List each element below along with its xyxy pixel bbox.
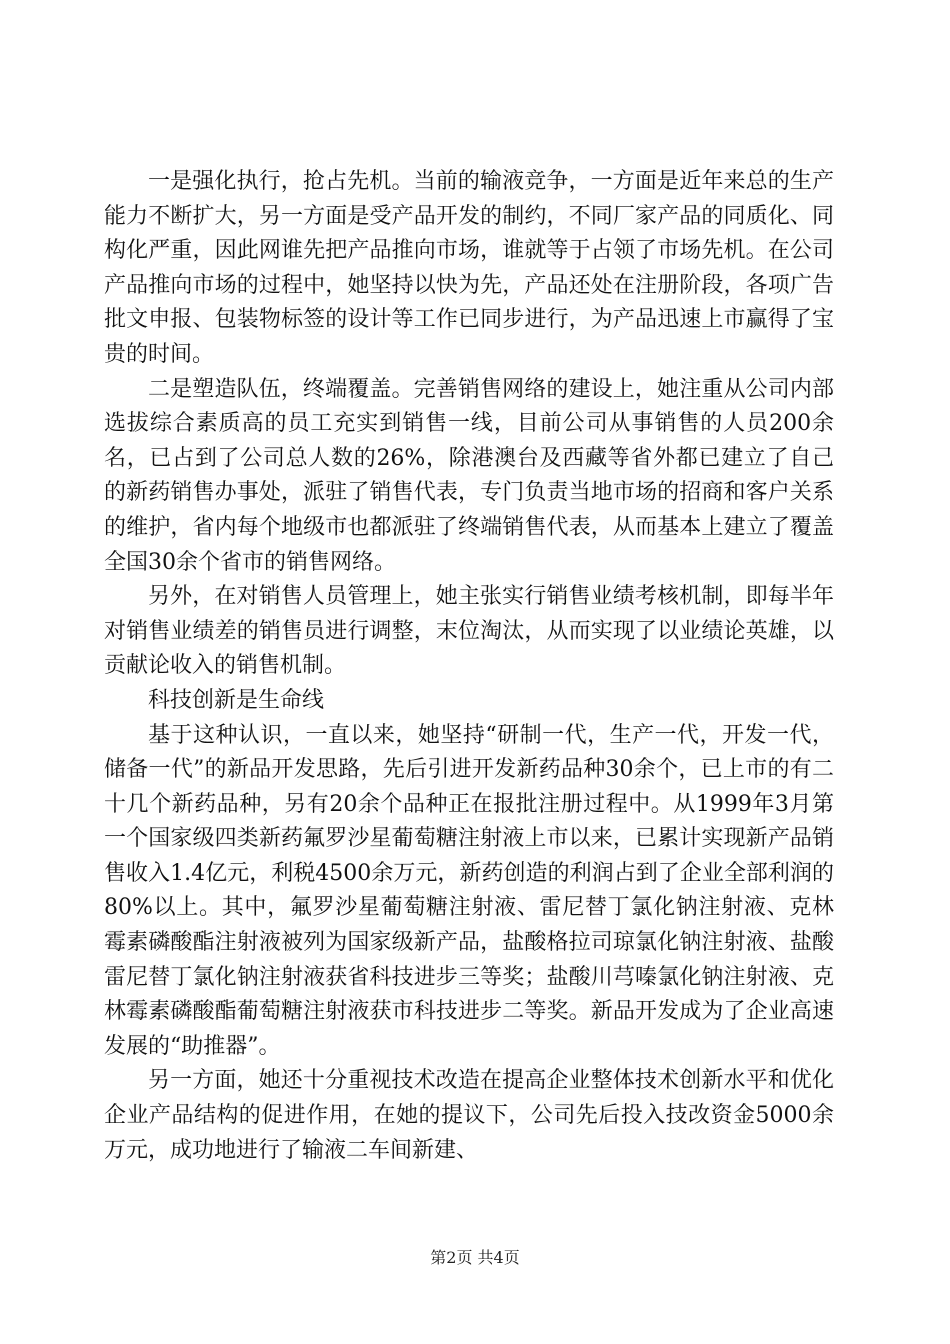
page-footer: 第2页 共4页: [430, 1248, 520, 1267]
paragraph-strengthen-execution: 一是强化执行，抢占先机。当前的输液竞争，一方面是近年来总的生产能力不断扩大，另一方面是受产品开发的制约，不同厂家产品的同质化、同构化严重，因此网谁先把产品推向市场，谁就等于占领了市场先机。在公司产品推向市场的过程中，她坚持以快为先，产品还处在注册阶段，各项广告批文申报、包装物标签的设计等工作已同步进行，为产品迅速上市赢得了宝贵的时间。: [104, 169, 834, 367]
document-body: [104, 165, 834, 1168]
paragraph-technical-renovation: 另一方面，她还十分重视技术改造在提高企业整体技术创新水平和优化企业产品结构的促进作用，在她的提议下，公司先后投入技改资金5000余万元，成功地进行了输液二车间新建、: [104, 1068, 834, 1163]
section-heading-innovation: 科技创新是生命线: [148, 687, 325, 713]
paragraph-build-team: 二是塑造队伍，终端覆盖。完善销售网络的建设上，她注重从公司内部选拔综合素质高的员工充实到销售一线，目前公司从事销售的人员200余名，已占到了公司总人数的26%，除港澳台及西藏等省外都已建立了自己的新药销售办事处，派驻了销售代表，专门负责当地市场的招商和客户关系的维护，省内每个地级市也都派驻了终端销售代表，从而基本上建立了覆盖全国30余个省市的销售网络。: [104, 376, 834, 575]
paragraph-sales-management: 另外，在对销售人员管理上，她主张实行销售业绩考核机制，即每半年对销售业绩差的销售员进行调整，末位淘汰，从而实现了以业绩论英雄，以贡献论收入的销售机制。: [104, 584, 834, 679]
paragraph-new-product-development: 基于这种认识，一直以来，她坚持“研制一代，生产一代，开发一代，储备一代”的新品开发思路，先后引进开发新药品种30余个，已上市的有二十几个新药品种，另有20余个品种正在报批注册过程中。从1999年3月第一个国家级四类新药氟罗沙星葡萄糖注射液上市以来，已累计实现新产品销售收入1.4亿元，利税4500余万元，新药创造的利润占到了企业全部利润的80%以上。其中，氟罗沙星葡萄糖注射液、雷尼替丁氯化钠注射液、克林霉素磷酸酯注射液被列为国家级新产品，盐酸格拉司琼氯化钠注射液、盐酸雷尼替丁氯化钠注射液获省科技进步三等奖；盐酸川芎嗪氯化钠注射液、克林霉素磷酸酯葡萄糖注射液获市科技进步二等奖。新品开发成为了企业高速发展的“助推器”。: [104, 722, 834, 1059]
